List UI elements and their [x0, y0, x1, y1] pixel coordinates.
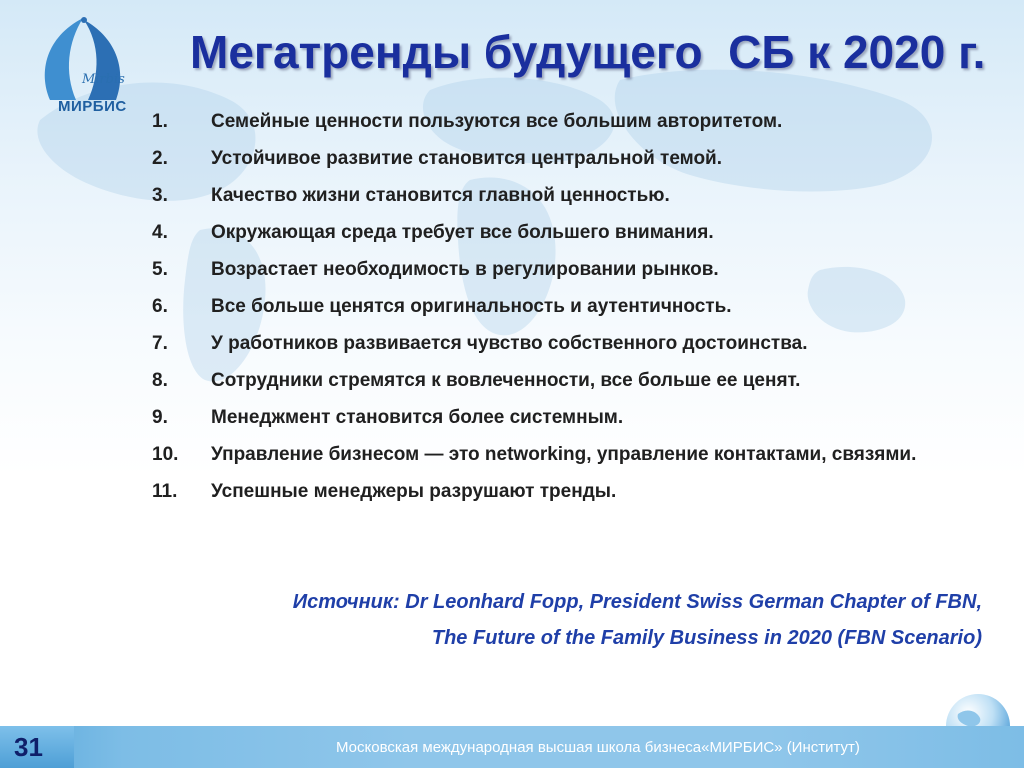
- list-item-text: Окружающая среда требует все большего внимания.: [211, 222, 714, 243]
- list-item: [152, 221, 972, 245]
- list-item-text: Семейные ценности пользуются все большим авторитетом.: [211, 111, 783, 132]
- slide-title: Мегатренды будущего СБ к 2020 г.: [190, 26, 986, 78]
- list-item-number: 9.: [152, 407, 168, 428]
- list-item-number: 2.: [152, 148, 168, 169]
- list-item: [152, 184, 972, 208]
- list-item-text: Качество жизни становится главной ценностью.: [211, 185, 670, 206]
- list-item-text: У работников развивается чувство собственного достоинства.: [211, 333, 808, 354]
- list-item: [152, 110, 972, 134]
- list-item-number: 8.: [152, 370, 168, 391]
- list-item-number: 7.: [152, 333, 168, 354]
- list-item-number: 10.: [152, 444, 179, 465]
- footer-text: Московская международная высшая школа бизнеса«МИРБИС» (Институт): [336, 739, 860, 756]
- source-citation: [162, 584, 982, 656]
- list-item-number: 3.: [152, 185, 168, 206]
- list-item-number: 6.: [152, 296, 168, 317]
- logo-name: МИРБИС: [58, 98, 127, 115]
- page-number: 31: [14, 732, 43, 762]
- list-item-text: Управление бизнесом — это networking, управление контактами, связями.: [211, 444, 917, 465]
- list-item-number: 4.: [152, 222, 168, 243]
- list-item-text: Успешные менеджеры разрушают тренды.: [211, 481, 617, 502]
- source-line-1: Источник: Dr Leonhard Fopp, President Swiss German Chapter of FBN,: [292, 591, 982, 613]
- list-item: [152, 480, 972, 504]
- list-item-number: 1.: [152, 111, 168, 132]
- list-item-number: 5.: [152, 259, 168, 280]
- logo-script-text: Mirbis: [82, 72, 125, 87]
- list-item-text: Менеджмент становится более системным.: [211, 407, 624, 428]
- dome-icon: [28, 12, 138, 112]
- list-item: [152, 147, 972, 171]
- list-item: [152, 406, 972, 430]
- list-item: [152, 295, 972, 319]
- list-item-text: Сотрудники стремятся к вовлеченности, все больше ее ценят.: [211, 370, 801, 391]
- list-item: [152, 332, 972, 356]
- trend-list: [152, 110, 972, 517]
- list-item-text: Возрастает необходимость в регулировании рынков.: [211, 259, 719, 280]
- mirbis-logo: [28, 12, 138, 115]
- source-line-2: The Future of the Family Business in 2020 (FBN Scenario): [431, 627, 982, 649]
- list-item-text: Все больше ценятся оригинальность и аутентичность.: [211, 296, 732, 317]
- list-item-text: Устойчивое развитие становится центральной темой.: [211, 148, 723, 169]
- list-item-number: 11.: [152, 481, 178, 502]
- list-item: [152, 258, 972, 282]
- list-item: [152, 443, 972, 467]
- list-item: [152, 369, 972, 393]
